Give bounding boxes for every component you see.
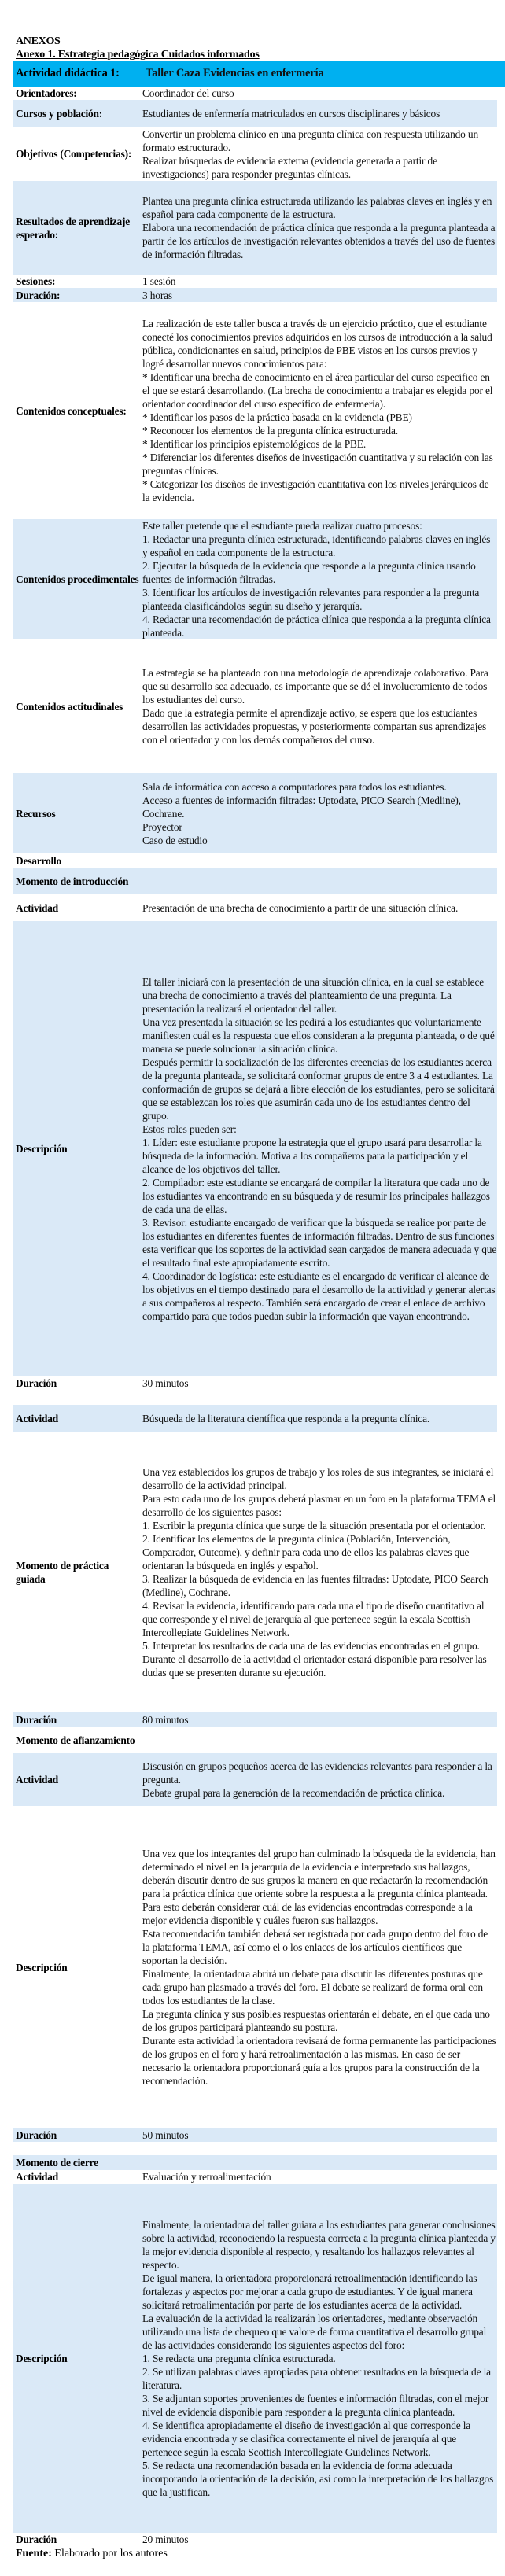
table-row-practica-momento: [13, 1432, 505, 1712]
row-value-line: 1. Líder: este estudiante propone la estrategia que el grupo usará para desarrollar la búsqueda de la información. Motiva a los compañeros para la participación y el alcance de los objetivos del taller.: [142, 1136, 482, 1175]
row-value: [140, 519, 497, 639]
row-label: Actividad: [13, 2170, 140, 2184]
row-label: Contenidos actitudinales: [13, 639, 140, 773]
row-value-line: 4. Redactar una recomendación de práctica clínica que responda a la pregunta clínica planteada.: [142, 614, 491, 639]
row-value-line: Realizar búsquedas de evidencia externa (evidencia generada a partir de investigaciones) para responder preguntas clínicas.: [142, 154, 437, 180]
source-text: Elaborado por los autores: [51, 2548, 168, 2559]
spacer-row: [13, 2142, 505, 2155]
row-label: Desarrollo: [13, 853, 140, 868]
row-value-line: Acceso a fuentes de información filtradas: Uptodate, PICO Search (Medline), Cochrane.: [142, 794, 461, 820]
row-value-line: 5. Se redacta una recomendación basada en la evidencia de forma adecuada incorporando la orientación de la decisión, así como la interpretación de los hallazgos que la justifican.: [142, 2459, 494, 2498]
row-label: Momento de afianzamiento: [13, 1727, 140, 1753]
row-value-line: 3. Revisor: estudiante encargado de verificar que la búsqueda se realice por parte de los estudiantes en diferentes fuentes de información filtradas. Dentro de sus funciones esta verificar que los soportes de la actividad sean cargados de manera adecuada y que el resultado final este apropiadamente escrito.: [142, 1216, 497, 1269]
table-row-cierre-duracion: [13, 2533, 505, 2546]
row-label: Recursos: [13, 773, 140, 853]
table-row-cierre-actividad: [13, 2170, 505, 2184]
row-value-line: Estos roles pueden ser:: [142, 1122, 237, 1135]
table-row-afianzamiento-momento: [13, 1727, 505, 1753]
row-label: Descripción: [13, 2184, 140, 2533]
table-row-afianzamiento-duracion: [13, 2128, 505, 2142]
row-value: [140, 1727, 497, 1753]
row-value-line: * Identificar los pasos de la práctica basada en la evidencia (PBE): [142, 411, 412, 423]
table-row-practica-actividad: [13, 1405, 505, 1432]
row-value: [140, 1806, 497, 2128]
row-value: [140, 302, 497, 519]
row-value-line: 4. Revisar la evidencia, identificando para cada una el tipo de diseño cuantitativo al que corresponde y el nivel de jerarquía al que pertenece según la escala Scottish Intercollegiate Guidelines Network.: [142, 1599, 485, 1638]
row-value-line: 3 horas: [142, 289, 172, 301]
row-value-line: 3. Identificar los artículos de investigación relevantes para responder a la pregunta planteada clasificándolos según su diseño y jerarquía.: [142, 587, 480, 612]
row-value-line: Convertir un problema clínico en una pregunta clínica con respuesta utilizando un formato estructurado.: [142, 127, 478, 153]
header-value: Taller Caza Evidencias en enfermería: [140, 61, 497, 87]
row-label: Actividad: [13, 894, 140, 921]
row-value: [140, 853, 497, 868]
row-value-line: La realización de este taller busca a través de un ejercicio práctico, que el estudiante conecté los conocimientos previos adquiridos en los cursos de introducción a la salud pública, condicionantes en salud, principios de PBE vistos en los cursos previos y logré desarrollar nuevos conocimientos para:: [142, 318, 492, 370]
row-value-line: 50 minutos: [142, 2129, 189, 2141]
row-value-line: 2. Ejecutar la búsqueda de la evidencia que responde a la pregunta clínica usando fuentes de información filtradas.: [142, 560, 476, 585]
table-row-cierre-momento: [13, 2155, 505, 2170]
row-value-line: La pregunta clínica y sus posibles respuestas orientarán el debate, en el que cada uno de los grupos participará planteando su postura.: [142, 2008, 490, 2033]
strategy-table: [13, 61, 505, 2546]
row-value-line: Este taller pretende que el estudiante pueda realizar cuatro procesos:: [142, 520, 422, 532]
row-value-line: Finalmente, la orientadora del taller guiara a los estudiantes para generar conclusiones sobre la actividad, reconociendo la respuesta correcta a la pregunta clínica planteada y la mejor evidencia disponible al respecto, y resaltando los hallazgos relevantes al respecto.: [142, 2218, 496, 2271]
row-value-line: 3. Se adjuntan soportes provenientes de fuentes e información filtradas, con el mejor nivel de evidencia disponible para responder a la pregunta clínica planteada.: [142, 2392, 489, 2418]
table-row-afianzamiento-descripcion: [13, 1806, 505, 2128]
row-label: Contenidos conceptuales:: [13, 302, 140, 519]
row-value: [140, 127, 497, 181]
row-value-line: Para esto deberán considerar cuál de las evidencias encontradas corresponde a la mejor evidencia disponible y cuáles fueron sus hallazgos.: [142, 1901, 473, 1926]
row-value: [140, 773, 497, 853]
row-value-line: 1. Escribir la pregunta clínica que surge de la situación presentada por el orientador.: [142, 1519, 486, 1531]
row-value: [140, 921, 497, 1376]
row-value: [140, 868, 497, 894]
row-value-line: 2. Compilador: este estudiante se encargará de compilar la literatura que cada uno de los estudiantes va encontrando en su búsqueda y de resumir los principales hallazgos de cada una de ellas.: [142, 1176, 490, 1215]
row-value-line: * Diferenciar los diferentes diseños de investigación cuantitativa y su relación con las preguntas clínicas.: [142, 451, 493, 477]
row-value-line: De igual manera, la orientadora proporcionará retroalimentación identificando las fortalezas y aspectos por mejorar a cada grupo de estudiantes. Y de igual manera solicitará retroalimentación por parte de los estudiantes acerca de la actividad.: [142, 2272, 477, 2311]
row-label: Momento de cierre: [13, 2155, 140, 2170]
row-value-line: Durante esta actividad la orientadora revisará de forma permanente las participaciones de los grupos en el foro y hará retroalimentación a las mismas. En caso de ser necesario la orientadora proporcionará guía a los grupos para la construcción de la recomendación.: [142, 2035, 496, 2087]
table-row-cursos: [13, 100, 505, 127]
table-row-objetivos: [13, 127, 505, 181]
row-value-line: * Categorizar los diseños de investigación cuantitativa con los niveles jerárquicos de la evidencia.: [142, 478, 489, 503]
table-row-sesiones: [13, 275, 505, 288]
row-label: Actividad: [13, 1753, 140, 1806]
row-value-line: Finalmente, la orientadora abrirá un debate para discutir las diferentes posturas que cada grupo han plasmado a través del foro. El debate se realizará de forma oral con todos los estudiantes de la clase.: [142, 1968, 483, 2007]
row-label: Resultados de aprendizaje esperado:: [13, 181, 140, 275]
spacer-row: [13, 1390, 505, 1405]
row-value-line: 1. Se redacta una pregunta clínica estructurada.: [142, 2352, 336, 2364]
row-label: Cursos y población:: [13, 100, 140, 127]
row-value-line: 1 sesión: [142, 275, 176, 287]
row-label: Duración: [13, 1376, 140, 1390]
header-label: Actividad didáctica 1:: [13, 61, 140, 87]
table-row-intro-momento: [13, 868, 505, 894]
row-value-line: Dado que la estrategia permite el aprendizaje activo, se espera que los estudiantes desarrollen las actividades propuestas, y posteriormente compartan sus aprendizajes con el orientador y con los demás compañeros del curso.: [142, 707, 487, 746]
row-value: [140, 181, 497, 275]
table-row-orientadores: [13, 87, 505, 100]
row-value-line: * Reconocer los elementos de la pregunta clínica estructurada.: [142, 425, 398, 437]
row-value-line: El taller iniciará con la presentación de una situación clínica, en la cual se establece una brecha de conocimiento a través del planteamiento de una pregunta. La presentación la realizará el orientador del taller.: [142, 975, 485, 1015]
row-value-line: Sala de informática con acceso a computadores para todos los estudiantes.: [142, 780, 447, 793]
row-label: Duración: [13, 1712, 140, 1727]
table-row-desarrollo: [13, 853, 505, 868]
row-value-line: 2. Identificar los elementos de la pregunta clínica (Población, Intervención, Comparador, Outcome), y definir para cada uno de ellos las palabras claves que orientaran la búsqueda en inglés y español.: [142, 1532, 470, 1572]
row-value: [140, 2533, 497, 2546]
row-value: [140, 639, 497, 773]
table-row-resultados: [13, 181, 505, 275]
row-value-line: 30 minutos: [142, 1377, 189, 1389]
table-row-procedimentales: [13, 519, 505, 639]
row-value-line: Presentación de una brecha de conocimiento a partir de una situación clínica.: [142, 901, 459, 914]
row-value-line: 2. Se utilizan palabras claves apropiadas para obtener resultados en la búsqueda de la literatura.: [142, 2365, 491, 2391]
row-value-line: Elabora una recomendación de práctica clínica que responda a la pregunta planteada a partir de los artículos de investigación relevantes obtenidos a través del uso de fuentes de información filtradas.: [142, 222, 496, 260]
table-row-duracion-total: [13, 288, 505, 302]
row-value: [140, 275, 497, 288]
row-value-line: 1. Redactar una pregunta clínica estructurada, identificando palabras claves en inglés y español en cada componente de la estructura.: [142, 533, 491, 558]
row-label: Momento de práctica guiada: [13, 1432, 140, 1712]
row-value-line: 4. Coordinador de logística: este estudiante es el encargado de verificar el alcance de los objetivos en el tiempo destinado para el desarrollo de la actividad y generar alertas a sus compañeros al respecto. También será encargado de crear el enlace de archivo compartido para que todos puedan subir la información que vayan encontrando.: [142, 1270, 496, 1322]
row-value-line: * Identificar una brecha de conocimiento en el área particular del curso especifico en el que se estará desarrollando. (La brecha de conocimiento a trabajar es elegida por el orientador coordinador del curso específico de enfermería).: [142, 371, 493, 410]
source-note: [16, 2547, 168, 2560]
table-header-row: [13, 61, 505, 87]
row-value: [140, 1432, 497, 1712]
source-label: Fuente:: [16, 2548, 52, 2559]
row-label: Momento de introducción: [13, 868, 140, 894]
row-value-line: Para esto cada uno de los grupos deberá plasmar en un foro en la plataforma TEMA el desarrollo de los siguientes pasos:: [142, 1492, 496, 1518]
row-label: Duración:: [13, 288, 140, 302]
row-label: Objetivos (Competencias):: [13, 127, 140, 181]
row-label: Contenidos procedimentales: [13, 519, 140, 639]
row-value: [140, 1712, 497, 1727]
row-value-line: Una vez establecidos los grupos de trabajo y los roles de sus integrantes, se iniciará el desarrollo de la actividad principal.: [142, 1465, 494, 1491]
table-row-afianzamiento-actividad: [13, 1753, 505, 1806]
table-row-intro-actividad: [13, 894, 505, 921]
row-label: Orientadores:: [13, 87, 140, 100]
annex-title: Anexo 1. Estrategia pedagógica Cuidados informados: [16, 49, 260, 61]
row-value-line: Estudiantes de enfermería matriculados en cursos disciplinares y básicos: [142, 107, 440, 120]
row-label: Descripción: [13, 921, 140, 1376]
row-value-line: Esta recomendación también deberá ser registrada por cada grupo dentro del foro de la plataforma TEMA, así como el o los enlaces de los artículos científicos que soportan la decisión.: [142, 1928, 488, 1966]
row-value: [140, 288, 497, 302]
table-row-intro-duracion: [13, 1376, 505, 1390]
row-value-line: Discusión en grupos pequeños acerca de las evidencias relevantes para responder a la pregunta.: [142, 1760, 492, 1786]
table-row-practica-duracion: [13, 1712, 505, 1727]
row-value-line: Una vez que los integrantes del grupo han culminado la búsqueda de la evidencia, han determinado el nivel en la jerarquía de la evidencia e interpretado sus hallazgos, deberán discutir dentro de sus grupos la manera en que redactarán la recomendación para la práctica clínica que oriente sobre la respuesta a la pregunta clínica planteada.: [142, 1848, 496, 1900]
row-value-line: * Identificar los principios epistemológicos de la PBE.: [142, 438, 367, 450]
row-label: Duración: [13, 2533, 140, 2546]
row-value: [140, 1405, 497, 1432]
row-value-line: Evaluación y retroalimentación: [142, 2171, 271, 2183]
table-row-actitudinales: [13, 639, 505, 773]
row-value: [140, 894, 497, 921]
row-value-line: 80 minutos: [142, 1713, 189, 1726]
row-label: Actividad: [13, 1405, 140, 1432]
row-label: Duración: [13, 2128, 140, 2142]
row-value-line: Caso de estudio: [142, 834, 208, 846]
row-value: [140, 1753, 497, 1806]
row-value-line: Después permitir la socialización de las diferentes creencias de los estudiantes acerca de la pregunta planteada, se solicitará conformar grupos de entre 3 a 4 estudiantes. La conformación de grupos se dejará a libre elección de los estudiantes, pero se solicitará que se establezcan los roles que asumirán cada uno de los estudiantes dentro del grupo.: [142, 1056, 495, 1122]
row-value-line: Debate grupal para la generación de la recomendación de práctica clínica.: [142, 1787, 445, 1799]
table-row-conceptuales: [13, 302, 505, 519]
row-value-line: 20 minutos: [142, 2534, 189, 2545]
row-value: [140, 87, 497, 100]
row-value-line: Plantea una pregunta clínica estructurada utilizando las palabras claves en inglés y en español para cada componente de la estructura.: [142, 195, 492, 220]
row-value: [140, 100, 497, 127]
row-value-line: Búsqueda de la literatura científica que responda a la pregunta clínica.: [142, 1412, 430, 1424]
row-value-line: 3. Realizar la búsqueda de evidencia en las fuentes filtradas: Uptodate, PICO Search (Medline), Cochrane.: [142, 1572, 488, 1598]
row-value-line: 4. Se identifica apropiadamente el diseño de investigación al que corresponde la evidencia encontrada y se clasifica correctamente el nivel de jerarquía al que pertenece según la escala Scottish Intercollegiate Guidelines Network.: [142, 2419, 471, 2458]
row-value-line: La evaluación de la actividad la realizarán los orientadores, mediante observación utilizando una lista de chequeo que valore de forma cuantitativa el desarrollo grupal de las actividades considerando los siguientes aspectos del foro:: [142, 2312, 487, 2351]
row-value: [140, 2170, 497, 2184]
table-row-cierre-descripcion: [13, 2184, 505, 2533]
row-value: [140, 2128, 497, 2142]
row-value-line: Coordinador del curso: [142, 87, 234, 99]
row-label: Sesiones:: [13, 275, 140, 288]
row-value-line: La estrategia se ha planteado con una metodología de aprendizaje colaborativo. Para que su desarrollo sea adecuado, es importante que se dé el involucramiento de todos los estudiantes del curso.: [142, 667, 488, 706]
table-row-recursos: [13, 773, 505, 853]
row-value-line: Proyector: [142, 820, 182, 833]
row-value: [140, 2155, 497, 2170]
row-value: [140, 2184, 497, 2533]
row-value-line: Una vez presentada la situación se les pedirá a los estudiantes que voluntariamente manifiesten cuál es la respuesta que ellos consideran a la pregunta planteada, o de qué manera se puede solucionar la situación clínica.: [142, 1015, 495, 1055]
table-row-intro-descripcion: [13, 921, 505, 1376]
section-label: ANEXOS: [16, 35, 61, 47]
row-value-line: Durante el desarrollo de la actividad el orientador estará disponible para resolver las dudas que se presenten durante su ejecución.: [142, 1653, 487, 1679]
row-value-line: 5. Interpretar los resultados de cada una de las evidencias encontradas en el grupo.: [142, 1639, 480, 1652]
row-value: [140, 1376, 497, 1390]
row-label: Descripción: [13, 1806, 140, 2128]
